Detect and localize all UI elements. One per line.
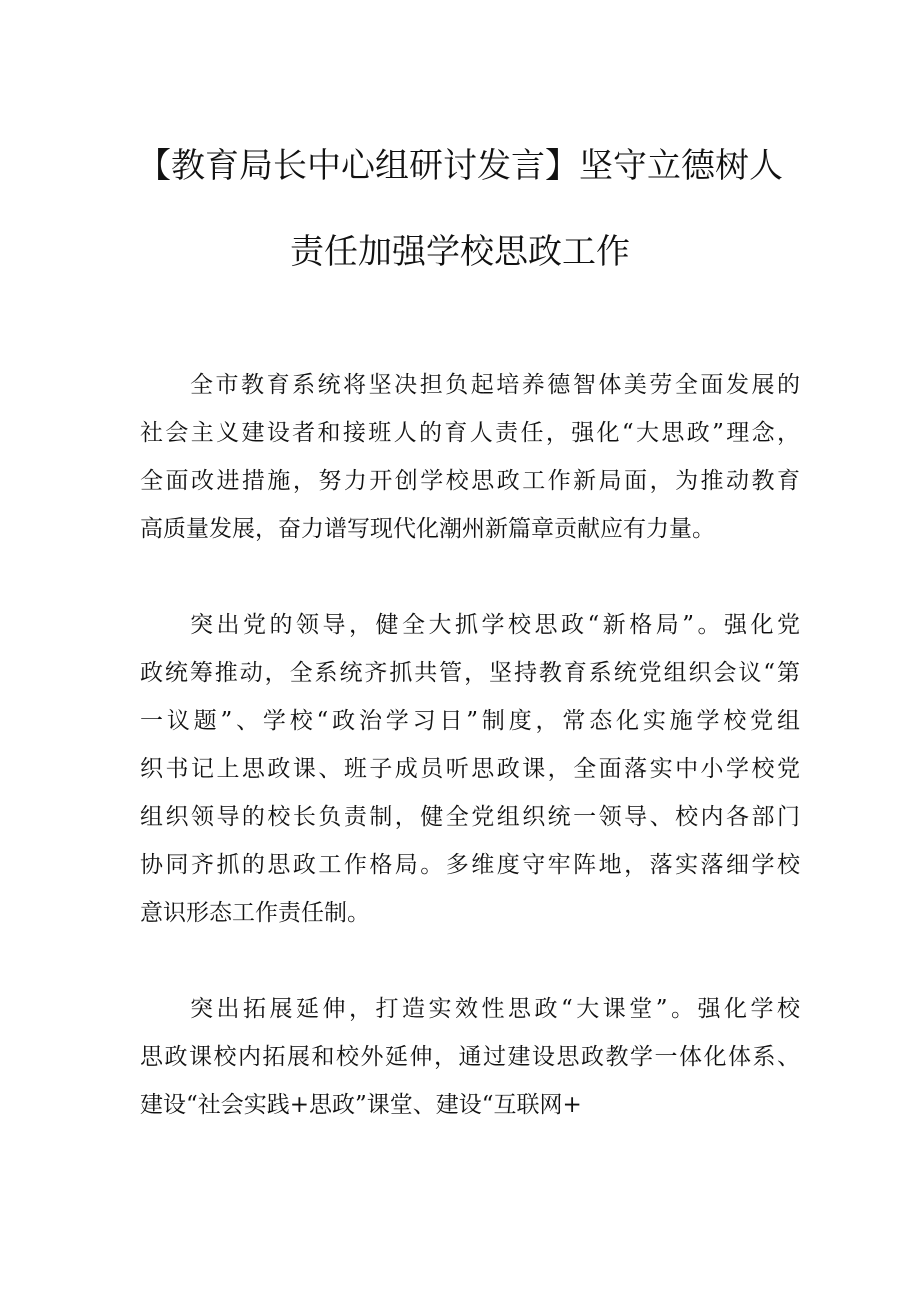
paragraph-line: 一议题”、学校“政治学习日”制度，常态化实施学校党组 [140,708,800,734]
paragraph-1 [140,361,800,553]
paragraph-line: 织书记上思政课、班子成员听思政课，全面落实中小学校党 [140,756,800,782]
paragraph-line: 意识形态工作责任制。 [140,900,370,926]
paragraph-line: 组织领导的校长负责制，健全党组织统一领导、校内各部门 [140,804,800,830]
document-title-line-1: 【教育局长中心组研讨发言】坚守立德树人 [137,146,783,186]
paragraph-line: 协同齐抓的思政工作格局。多维度守牢阵地，落实落细学校 [140,852,800,878]
paragraph-line: 思政课校内拓展和校外延伸，通过建设思政教学一体化体系、 [140,1044,800,1070]
document-title-line-2: 责任加强学校思政工作 [290,232,630,272]
paragraph-line: 突出拓展延伸，打造实效性思政“大课堂”。强化学校 [190,996,800,1022]
paragraph-line: 高质量发展，奋力谱写现代化潮州新篇章贡献应有力量。 [140,516,715,542]
paragraph-line: 社会主义建设者和接班人的育人责任，强化“大思政”理念， [140,420,800,446]
paragraph-2 [140,601,800,937]
paragraph-line: 建设“社会实践+思政”课堂、建设“互联网+ [140,1092,582,1118]
paragraph-line: 全市教育系统将坚决担负起培养德智体美劳全面发展的 [190,372,800,398]
paragraph-line: 政统筹推动，全系统齐抓共管，坚持教育系统党组织会议“第 [140,660,800,686]
paragraph-line: 全面改进措施，努力开创学校思政工作新局面，为推动教育 [140,468,800,494]
paragraph-line: 突出党的领导，健全大抓学校思政“新格局”。强化党 [190,612,800,638]
paragraph-3 [140,985,800,1129]
